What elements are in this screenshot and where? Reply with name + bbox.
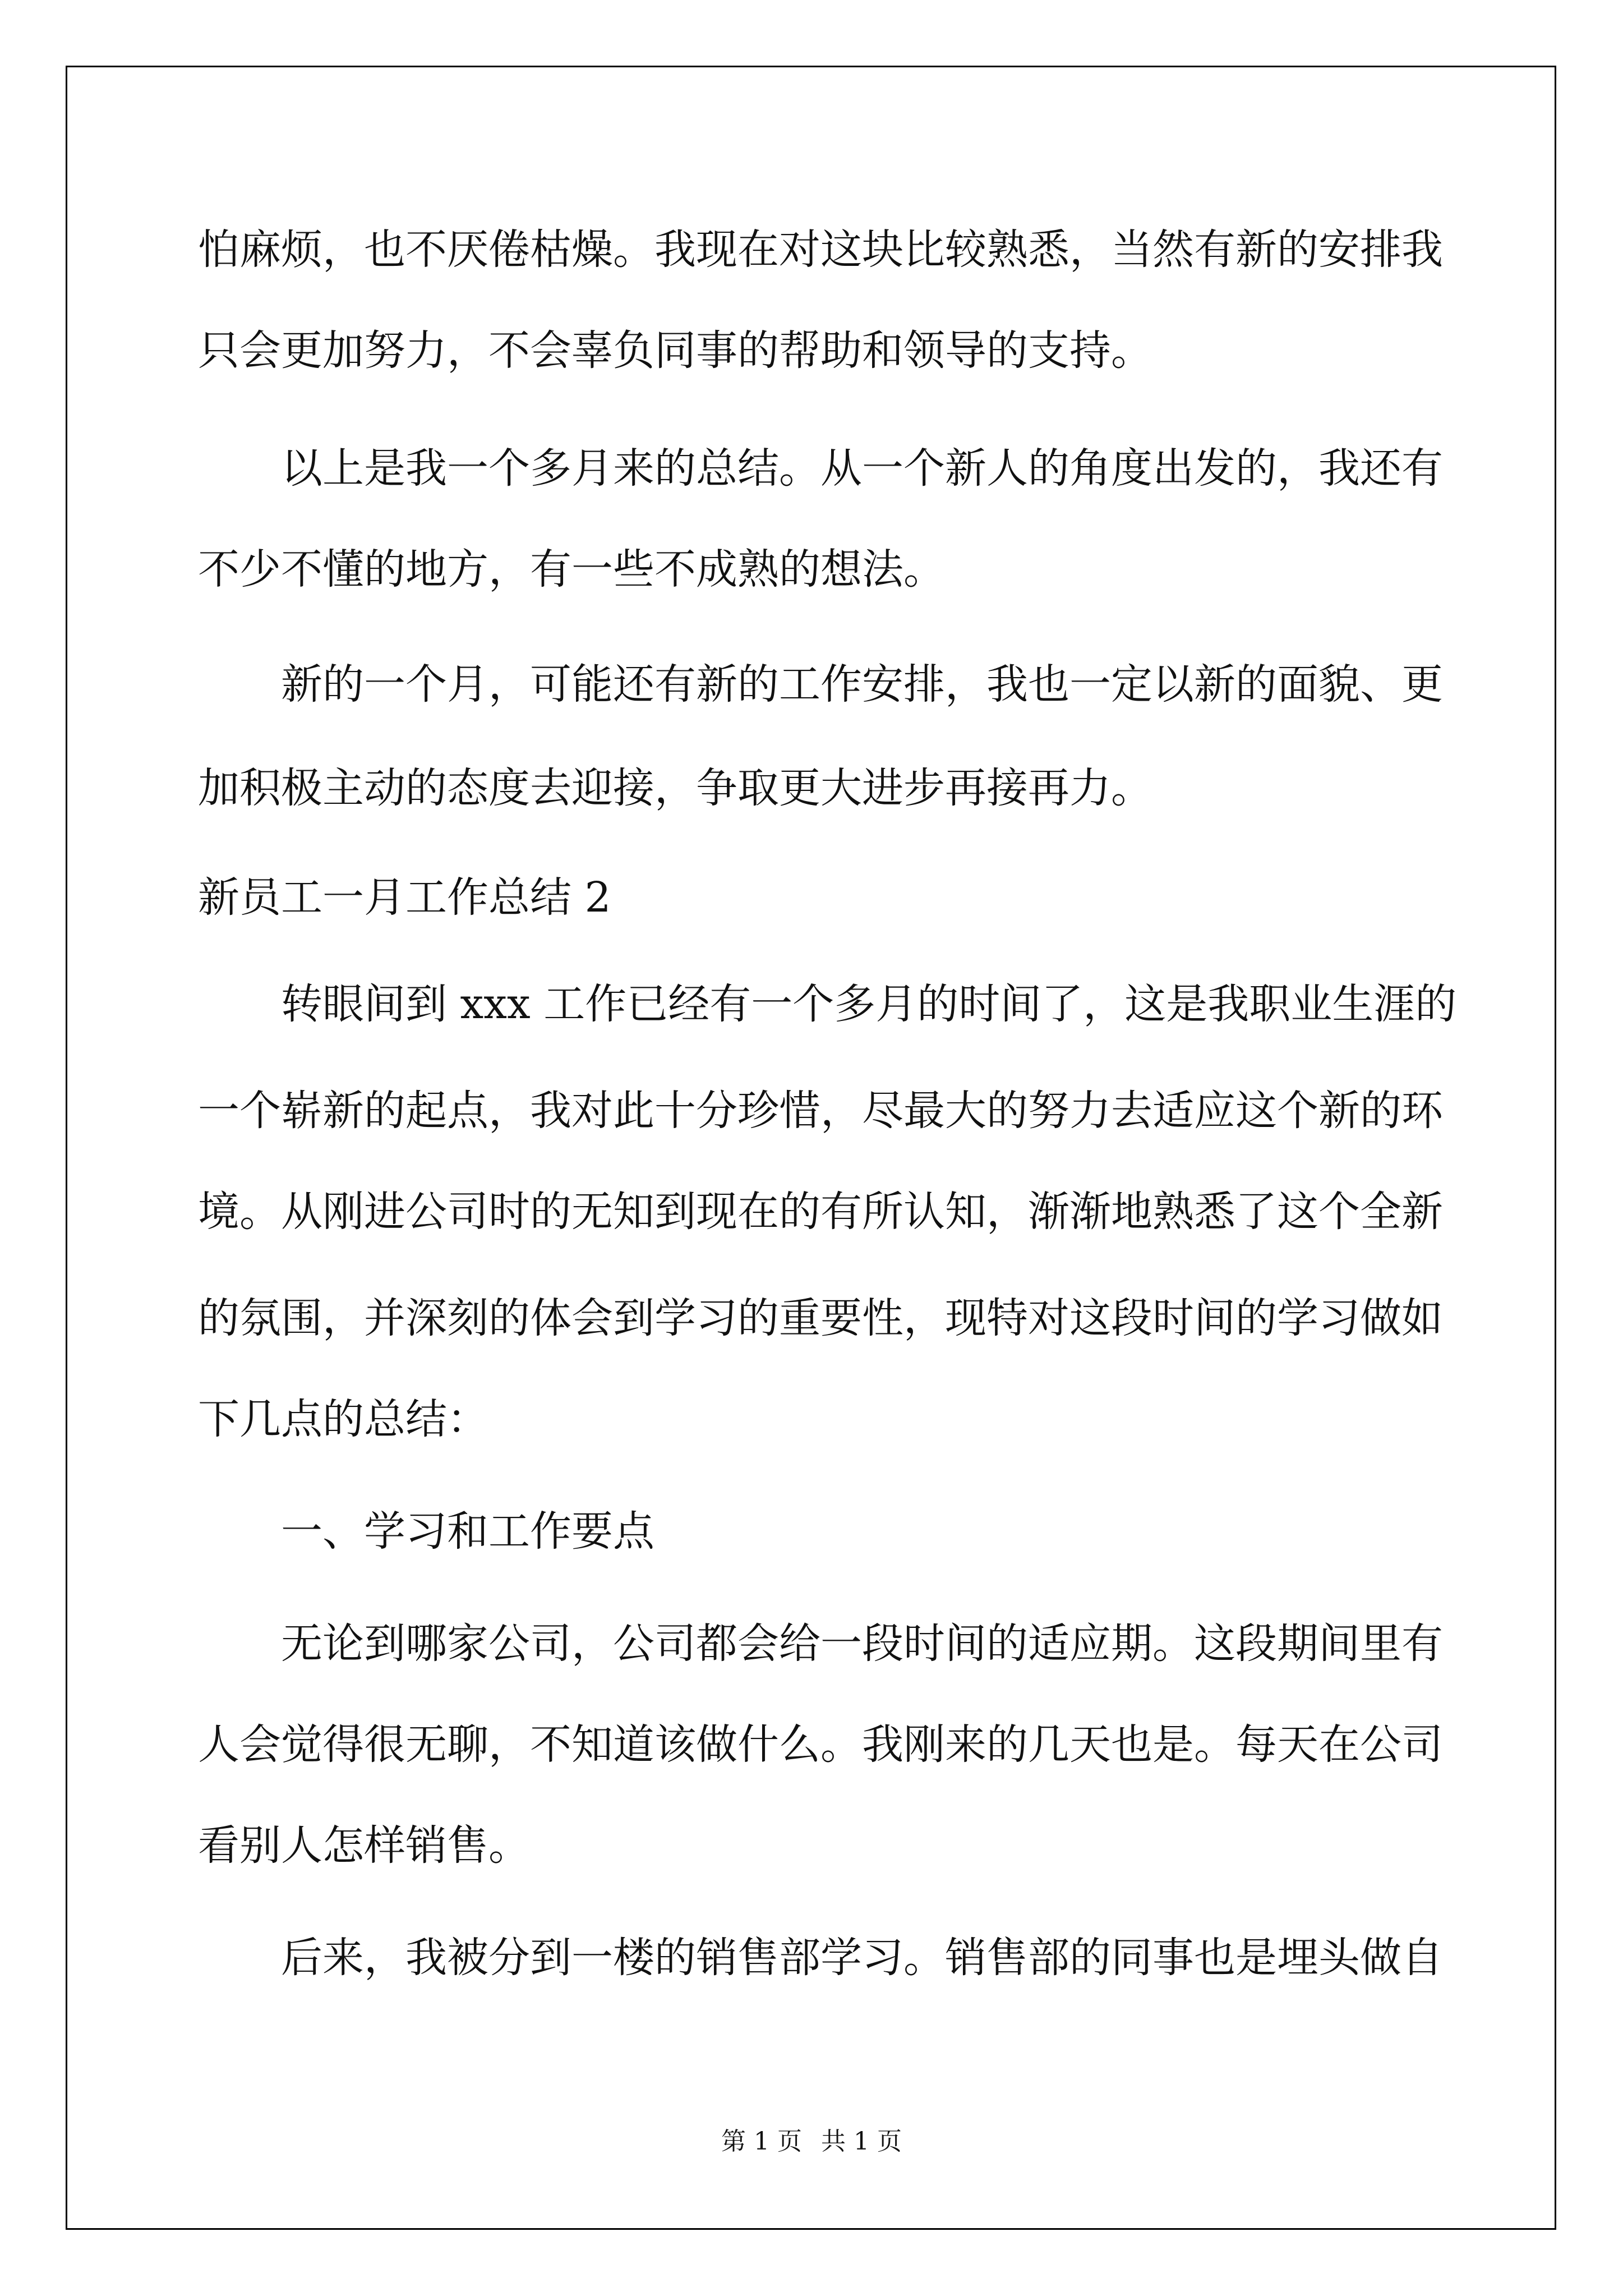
paragraph-line: 转眼间到 xxx 工作已经有一个多月的时间了，这是我职业生涯的	[281, 980, 1457, 1028]
paragraph-line: 以上是我一个多月来的总结。从一个新人的角度出发的，我还有	[281, 444, 1443, 493]
page-border	[66, 66, 1556, 2230]
page-number: 第 1 页	[721, 2127, 802, 2156]
paragraph-line: 后来，我被分到一楼的销售部学习。销售部的同事也是埋头做自	[281, 1934, 1443, 1982]
paragraph-line: 只会更加努力，不会辜负同事的帮助和领导的支持。	[198, 326, 1152, 375]
paragraph-line: 看别人怎样销售。	[198, 1821, 530, 1870]
paragraph-line: 无论到哪家公司，公司都会给一段时间的适应期。这段期间里有	[281, 1619, 1443, 1668]
paragraph-line: 境。从刚进公司时的无知到现在的有所认知，渐渐地熟悉了这个全新	[198, 1188, 1443, 1236]
paragraph-line: 的氛围，并深刻的体会到学习的重要性，现特对这段时间的学习做如	[198, 1294, 1443, 1342]
paragraph-line: 怕麻烦，也不厌倦枯燥。我现在对这块比较熟悉，当然有新的安排我	[198, 226, 1443, 274]
page-footer	[0, 2125, 1623, 2159]
page-total: 共 1 页	[821, 2127, 902, 2156]
paragraph-line: 加积极主动的态度去迎接，争取更大进步再接再力。	[198, 764, 1152, 812]
paragraph-line: 下几点的总结：	[198, 1395, 488, 1443]
section-heading: 新员工一月工作总结 2	[198, 873, 611, 922]
subsection-heading: 一、学习和工作要点	[281, 1507, 654, 1556]
paragraph-line: 一个崭新的起点，我对此十分珍惜，尽最大的努力去适应这个新的环	[198, 1087, 1443, 1135]
paragraph-line: 新的一个月，可能还有新的工作安排，我也一定以新的面貌、更	[281, 660, 1443, 708]
paragraph-line: 人会觉得很无聊，不知道该做什么。我刚来的几天也是。每天在公司	[198, 1720, 1443, 1769]
paragraph-line: 不少不懂的地方，有一些不成熟的想法。	[198, 545, 945, 593]
